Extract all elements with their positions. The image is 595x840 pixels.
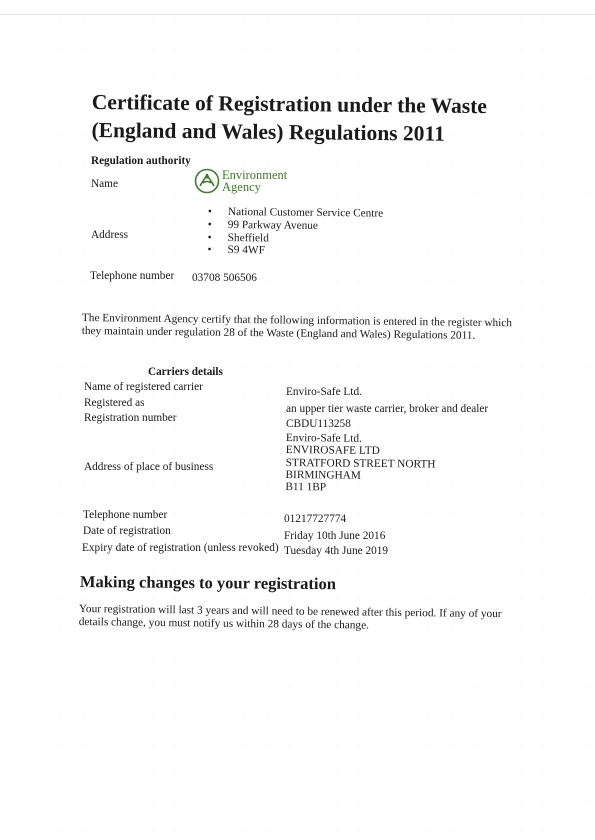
expiry-date-value: Tuesday 4th June 2019 <box>284 545 389 557</box>
authority-telephone-label: Telephone number <box>90 270 175 282</box>
carrier-name-label: Name of registered carrier <box>84 381 203 393</box>
registered-as-value: an upper tier waste carrier, broker and dealer <box>286 403 489 415</box>
registration-number-label: Registration number <box>84 412 177 424</box>
carrier-name-value: Enviro-Safe Ltd. <box>286 386 362 398</box>
certificate-title <box>91 88 532 149</box>
certify-paragraph: The Environment Agency certify that the following information is entered in the register which they maintain under regulation 28 of the Waste (England and Wales) Regulations 2011. <box>81 312 513 342</box>
logo-word-2: Agency <box>222 180 261 194</box>
authority-address-label: Address <box>91 229 129 241</box>
business-address-lines <box>285 432 435 495</box>
authority-address-list <box>227 206 383 259</box>
business-address-line: B11 1BP <box>285 481 327 494</box>
registration-date-value: Friday 10th June 2016 <box>284 530 386 542</box>
title-line-1: Certificate of Registration under the Waste <box>91 89 488 119</box>
business-address-line: BIRMINGHAM <box>285 468 361 482</box>
top-rule <box>0 14 595 15</box>
environment-agency-emblem-icon <box>194 168 220 194</box>
business-address-line: STRATFORD STREET NORTH <box>285 456 436 471</box>
address-line: • 99 Parkway Avenue <box>228 219 383 233</box>
making-changes-body: Your registration will last 3 years and will need to be renewed after this period. If any of your details change, you must notify us within 28 days of the change. <box>78 603 502 632</box>
address-line: • National Customer Service Centre <box>228 206 383 220</box>
business-address-line: ENVIROSAFE LTD <box>285 444 380 458</box>
logo-wordmark <box>222 169 287 193</box>
carrier-telephone-value: 01217727774 <box>284 513 347 525</box>
carrier-telephone-label: Telephone number <box>83 509 168 521</box>
business-address-line: Enviro-Safe Ltd. <box>285 432 362 445</box>
address-line: • S9 4WF <box>227 244 382 258</box>
registration-date-label: Date of registration <box>83 525 171 537</box>
authority-telephone-value: 03708 506506 <box>192 272 257 284</box>
making-changes-heading: Making changes to your registration <box>79 572 337 594</box>
business-address-label: Address of place of business <box>84 461 214 473</box>
carriers-details-heading: Carriers details <box>148 366 223 378</box>
title-line-2: (England and Wales) Regulations 2011 <box>91 117 445 146</box>
logo-word-1: Environment <box>222 168 288 182</box>
registration-number-value: CBDU113258 <box>286 418 351 430</box>
registered-as-label: Registered as <box>84 397 145 409</box>
expiry-date-label: Expiry date of registration (unless revoked) <box>82 542 279 554</box>
environment-agency-logo <box>194 168 287 194</box>
authority-name-label: Name <box>91 178 118 190</box>
regulation-authority-heading: Regulation authority <box>91 155 191 167</box>
address-line: • Sheffield <box>228 232 383 246</box>
